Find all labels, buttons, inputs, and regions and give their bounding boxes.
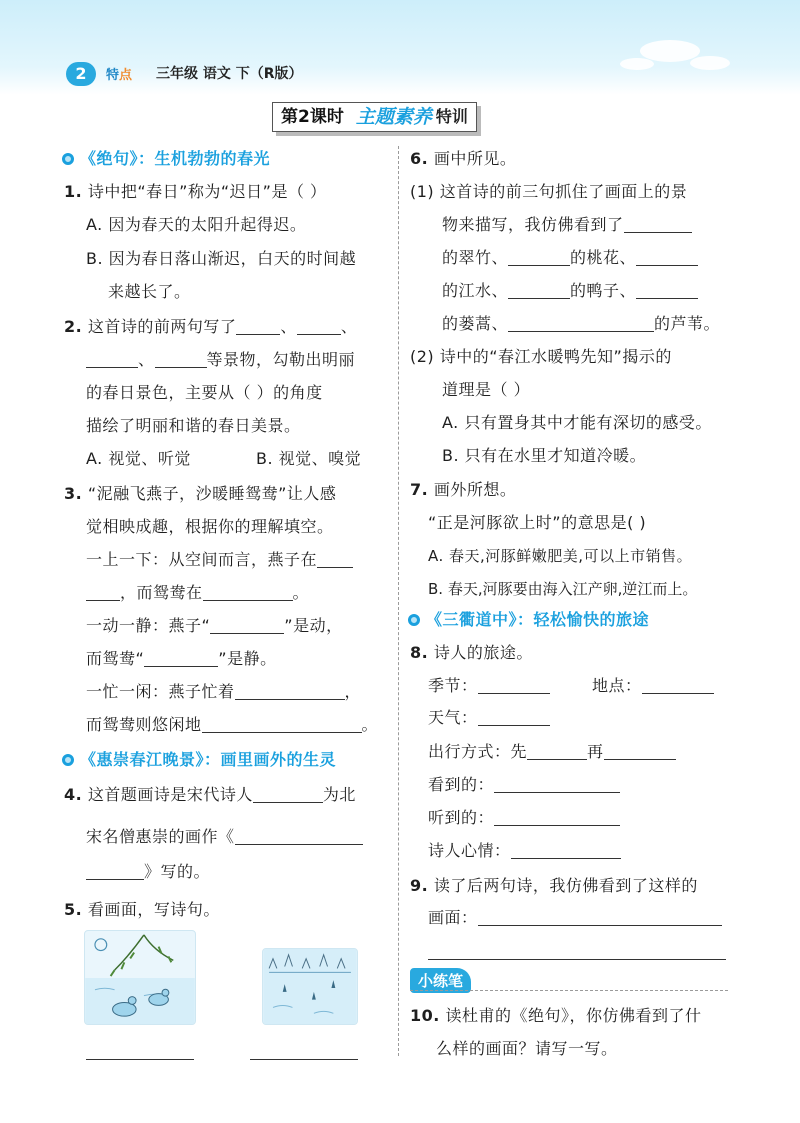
q6-part-1-line-4: 的江水、 的鸭子、 [442, 279, 698, 303]
answer-blank[interactable] [250, 1042, 358, 1060]
q1-option-b-cont: 来越长了。 [108, 282, 191, 301]
q5-answer-1 [86, 1040, 194, 1064]
section-bullet-icon [62, 754, 74, 766]
section-title-jueju: 《绝句》：生机勃勃的春光 [62, 147, 270, 171]
answer-blank[interactable] [527, 742, 587, 760]
q9-line-3 [428, 940, 726, 964]
answer-blank[interactable] [86, 583, 120, 601]
q3-sub-2-cont: 而鸳鸯“ ”是静。 [86, 649, 277, 668]
section-bullet-icon [408, 614, 420, 626]
q6-part-1-line-2: 物来描写，我仿佛看到了 [442, 213, 692, 237]
q8-travel: 出行方式：先 再 [428, 740, 676, 764]
q8-season: 季节： [428, 674, 550, 698]
lesson-title [272, 102, 477, 132]
answer-blank[interactable] [478, 708, 550, 726]
lesson-theme: 主题素养 [352, 103, 436, 131]
page-number: 2 [66, 62, 96, 86]
q8-heard: 听到的： [428, 806, 620, 830]
q7-option-b: B. 春天,河豚要由海入江产卵,逆江而上。 [428, 580, 698, 598]
q1-option-a: A. 因为春天的太阳升起得迟。 [86, 215, 307, 234]
question-3: 3. “泥融飞燕子，沙暖睡鸳鸯”让人感 [64, 484, 337, 503]
answer-blank[interactable] [253, 785, 323, 803]
cloud-decoration [690, 56, 730, 70]
question-9: 9. 读了后两句诗，我仿佛看到了这样的 [410, 876, 698, 895]
answer-blank[interactable] [636, 248, 698, 266]
answer-blank[interactable] [428, 942, 726, 960]
q2-line-2: 、 等景物，勾勒出明丽 [86, 348, 355, 372]
cloud-decoration [640, 40, 700, 62]
answer-blank[interactable] [508, 248, 570, 266]
answer-blank[interactable] [478, 908, 722, 926]
cloud-decoration [620, 58, 654, 70]
q6-part-1-line-3: 的翠竹、 的桃花、 [442, 246, 698, 270]
q6-part-2: (2) 诗中的“春江水暖鸭先知”揭示的 [410, 347, 672, 366]
q8-saw: 看到的： [428, 773, 620, 797]
q1-option-b: B. 因为春日落山渐迟，白天的时间越 [86, 249, 357, 268]
q3-sub-3-cont: 而鸳鸯则悠闲地 。 [86, 715, 379, 734]
section-bullet-icon [62, 153, 74, 165]
lesson-number: 第2课时 [273, 103, 352, 131]
answer-blank[interactable] [86, 350, 138, 368]
practice-divider [410, 990, 728, 991]
answer-blank[interactable] [494, 808, 620, 826]
answer-blank[interactable] [203, 583, 293, 601]
q2-option-b: B. 视觉、嗅觉 [256, 449, 362, 468]
answer-blank[interactable] [235, 682, 345, 700]
answer-blank[interactable] [144, 649, 218, 667]
q6-option-a: A. 只有置身其中才能有深切的感受。 [442, 413, 712, 432]
answer-blank[interactable] [624, 215, 692, 233]
question-2: 2. 这首诗的前两句写了 、 、 [64, 317, 358, 336]
answer-blank[interactable] [511, 841, 621, 859]
willow-leaves [111, 947, 172, 976]
q2-line-3: 的春日景色，主要从（ ）的角度 [86, 383, 323, 402]
answer-blank[interactable] [642, 676, 714, 694]
illustration-willow-ducks [84, 930, 196, 1025]
answer-blank[interactable] [86, 1042, 194, 1060]
q7-line-1: “正是河豚欲上时”的意思是( ) [428, 513, 647, 532]
answer-blank[interactable] [297, 317, 341, 335]
duck-head [128, 997, 136, 1005]
answer-blank[interactable] [494, 775, 620, 793]
question-1: 1. 诗中把“春日”称为“迟日”是（ ） [64, 182, 327, 201]
river-water [85, 978, 195, 1024]
answer-blank[interactable] [478, 676, 550, 694]
brand-logo: 特点 [106, 68, 133, 83]
book-info: 三年级 语文 下（R版） [156, 66, 303, 82]
section-title-sanqu: 《三衢道中》：轻松愉快的旅途 [408, 608, 649, 632]
answer-blank[interactable] [508, 281, 570, 299]
q6-option-b: B. 只有在水里才知道冷暖。 [442, 446, 647, 465]
answer-blank[interactable] [508, 314, 654, 332]
answer-blank[interactable] [235, 827, 363, 845]
lesson-type: 特训 [436, 103, 476, 131]
question-4: 4. 这首题画诗是宋代诗人 为北 [64, 785, 356, 804]
question-10: 10. 读杜甫的《绝句》，你仿佛看到了什 [410, 1006, 702, 1025]
q2-line-4: 描绘了明丽和谐的春日美景。 [86, 416, 301, 435]
q6-part-1: (1) 这首诗的前三句抓住了画面上的景 [410, 182, 688, 201]
q8-place: 地点： [592, 674, 714, 698]
q3-line-2: 觉相映成趣，根据你的理解填空。 [86, 517, 334, 536]
answer-blank[interactable] [317, 550, 353, 568]
duck-head [162, 989, 169, 996]
sun-icon [95, 939, 107, 951]
answer-blank[interactable] [604, 742, 676, 760]
q3-sub-2: 一动一静：燕子“ ”是动， [86, 616, 343, 635]
page-header [0, 0, 800, 95]
q4-line-3: 》写的。 [86, 860, 210, 884]
question-8: 8. 诗人的旅途。 [410, 643, 533, 662]
answer-blank[interactable] [202, 715, 362, 733]
q7-option-a: A. 春天,河豚鲜嫩肥美,可以上市销售。 [428, 547, 693, 565]
q4-line-2: 宋名僧惠崇的画作《 [86, 825, 363, 849]
q6-part-2-line-2: 道理是（ ） [442, 380, 531, 399]
river-water [263, 949, 357, 1024]
q3-sub-3: 一忙一闲：燕子忙着 ， [86, 682, 362, 701]
q2-option-a: A. 视觉、听觉 [86, 449, 191, 468]
q5-answer-2 [250, 1040, 358, 1064]
q8-mood: 诗人心情： [428, 839, 621, 863]
q6-part-1-line-5: 的蒌蒿、 的芦苇。 [442, 314, 721, 333]
question-7: 7. 画外所想。 [410, 480, 517, 499]
willow-branch [115, 935, 144, 970]
q3-sub-1-cont: ，而鸳鸯在 。 [86, 581, 309, 605]
practice-tag: 小练笔 [410, 968, 471, 993]
question-5: 5. 看画面，写诗句。 [64, 900, 220, 919]
answer-blank[interactable] [210, 616, 284, 634]
answer-blank[interactable] [636, 281, 698, 299]
question-6: 6. 画中所见。 [410, 149, 517, 168]
illustration-reeds-river [262, 948, 358, 1025]
column-divider [398, 146, 399, 1056]
answer-blank[interactable] [86, 862, 144, 880]
section-title-huichong: 《惠崇春江晚景》：画里画外的生灵 [62, 748, 336, 772]
q10-line-2: 么样的画面？请写一写。 [436, 1039, 618, 1058]
answer-blank[interactable] [155, 350, 207, 368]
q9-line-2: 画面： [428, 906, 722, 930]
q3-sub-1: 一上一下：从空间而言，燕子在 [86, 548, 353, 572]
answer-blank[interactable] [236, 317, 280, 335]
q8-weather: 天气： [428, 706, 550, 730]
